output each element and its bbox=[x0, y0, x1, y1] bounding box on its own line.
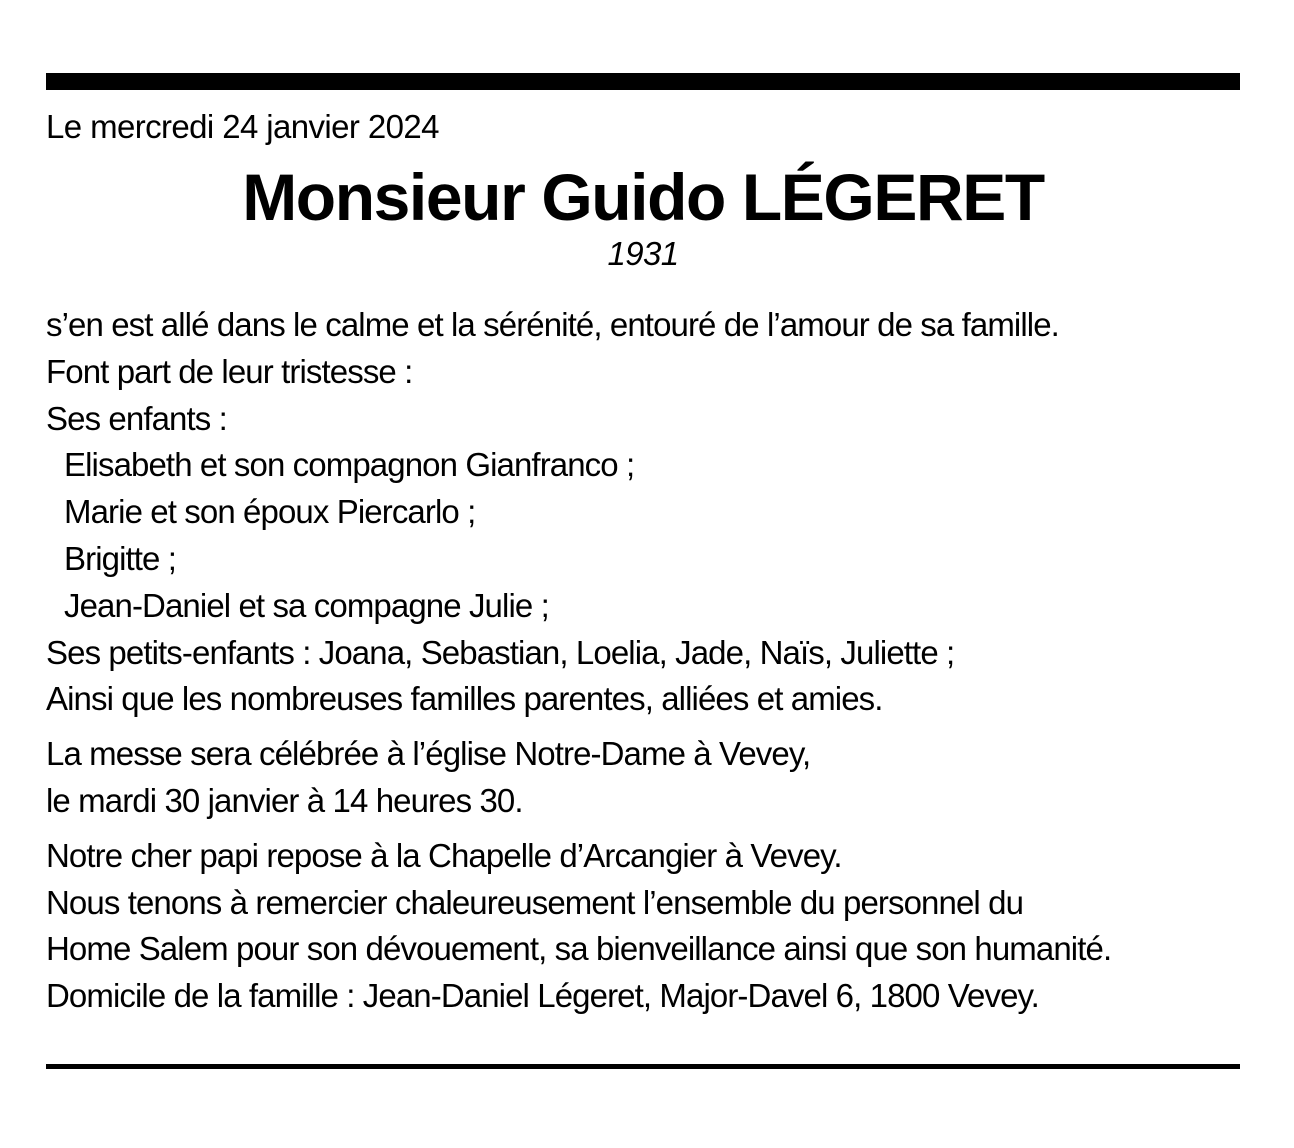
closing-line: Notre cher papi repose à la Chapelle d’Arcangier à Vevey. bbox=[46, 836, 842, 874]
grandchildren-line: Ses petits-enfants : Joana, Sebastian, Loelia, Jade, Naïs, Juliette ; bbox=[46, 633, 955, 671]
children-heading: Ses enfants : bbox=[46, 399, 227, 437]
families-line: Ainsi que les nombreuses familles parentes, alliées et amies. bbox=[46, 680, 883, 718]
child-entry: Elisabeth et son compagnon Gianfranco ; bbox=[64, 446, 635, 484]
child-entry: Brigitte ; bbox=[64, 539, 177, 577]
closing-line: Home Salem pour son dévouement, sa bienveillance ainsi que son humanité. bbox=[46, 930, 1112, 968]
child-entry: Marie et son époux Piercarlo ; bbox=[64, 493, 476, 531]
death-notice bbox=[46, 73, 1240, 1020]
announcement-line: Font part de leur tristesse : bbox=[46, 352, 413, 390]
mass-block bbox=[46, 731, 1240, 825]
closing-block bbox=[46, 833, 1240, 1020]
deceased-name: Monsieur Guido LÉGERET bbox=[242, 160, 1044, 234]
announcement-line: s’en est allé dans le calme et la sérénité, entouré de l’amour de sa famille. bbox=[46, 306, 1059, 343]
notice-date: Le mercredi 24 janvier 2024 bbox=[46, 108, 439, 145]
announcement-block bbox=[46, 302, 1240, 723]
mass-line: La messe sera célébrée à l’église Notre-Dame à Vevey, bbox=[46, 735, 811, 773]
closing-line: Domicile de la famille : Jean-Daniel Légeret, Major-Davel 6, 1800 Vevey. bbox=[46, 977, 1039, 1015]
closing-line: Nous tenons à remercier chaleureusement l’ensemble du personnel du bbox=[46, 883, 1024, 921]
birth-year: 1931 bbox=[607, 235, 679, 272]
mass-line: le mardi 30 janvier à 14 heures 30. bbox=[46, 781, 523, 819]
top-rule bbox=[46, 73, 1240, 90]
child-entry: Jean-Daniel et sa compagne Julie ; bbox=[64, 586, 549, 624]
bottom-rule bbox=[46, 1064, 1240, 1069]
